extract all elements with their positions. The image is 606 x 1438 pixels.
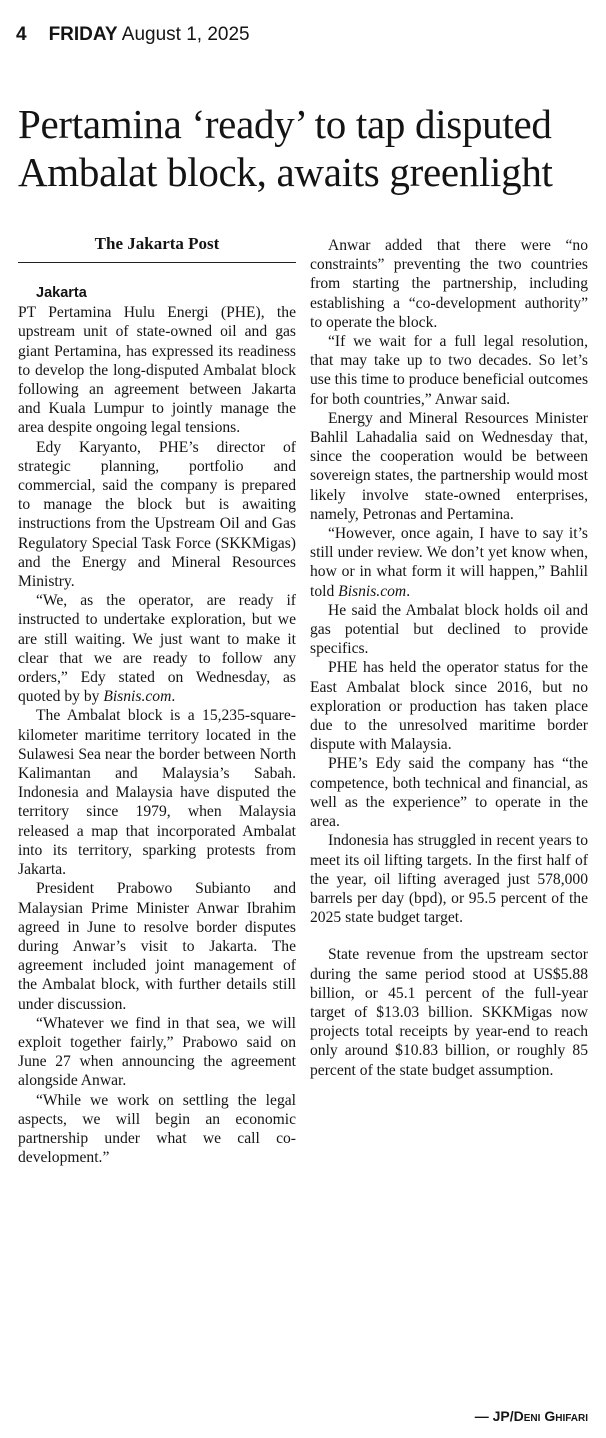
paragraph-9: “If we wait for a full legal resolution, that may take up to two decades. So let’s use this time to produce beneficial outcomes for both countries,” Anwar said. (310, 333, 589, 408)
article-column-1 (18, 284, 296, 1167)
paragraph-3-end: . (171, 688, 176, 706)
paragraph-2: Edy Karyanto, PHE’s director of strategic planning, portfolio and commercial, said the company is prepared to manage the block but is awaiting instructions from the Upstream Oil and Gas Regulatory Special Task Force (SKKMigas) and the Energy and Mineral Resources Ministry. (18, 438, 296, 591)
paragraph-1: PT Pertamina Hulu Energi (PHE), the upstream unit of state-owned oil and gas giant Pertamina, has expressed its readiness to develop the long-disputed Ambalat block following an agreement between Jakarta and Kuala Lumpur to jointly manage the area despite ongoing legal tensions. (18, 304, 296, 437)
paragraph-7: “While we work on settling the legal aspects, we will begin an economic partnership under what we call co-development.” (18, 1091, 296, 1167)
page-number: 4 (16, 24, 27, 45)
paragraph-4: The Ambalat block is a 15,235-square-kilometer maritime territory located in the Sulawesi Sea near the border between North Kalimantan and Malaysia’s Sabah. Indonesia and Malaysia have disputed the territory since 1979, when Malaysia released a map that incorporated Ambalat into its territory, sparking protests from Jakarta. (18, 707, 296, 879)
credit-name: Deni Ghifari (513, 1408, 588, 1424)
paragraph-6: “Whatever we find in that sea, we will exploit together fairly,” Prabowo said on June 27 when announcing the agreement alongside Anwar. (18, 1014, 296, 1090)
source-bisnis: Bisnis.com (103, 688, 172, 706)
paragraph-11-text: “However, once again, I have to say it’s still under review. We don’t yet know when, how or in what form it will happen,” Bahlil told (310, 525, 588, 600)
paragraph-13: PHE has held the operator status for the East Ambalat block since 2016, but no exploration or production has taken place due to the unresolved maritime border dispute with Malaysia. (310, 659, 588, 754)
paragraph-8: Anwar added that there were “no constraints” preventing the two countries from starting the partnership, including establishing a “co-development authority” to operate the block. (310, 237, 588, 331)
photo-credit (475, 1408, 588, 1424)
dateline: Jakarta (36, 285, 87, 301)
page-header (16, 24, 250, 46)
header-date: August 1, 2025 (121, 24, 250, 45)
source-bisnis-2: Bisnis.com (338, 582, 407, 600)
header-day: FRIDAY (48, 24, 118, 45)
headline: Pertamina ‘ready’ to tap disputed Ambalat block, awaits greenlight (18, 101, 553, 195)
paragraph-3-text: “We, as the operator, are ready if instructed to undertake exploration, but we are still waiting. We just want to make it clear that we are ready to follow any orders,” Edy stated on Wednesday, as quoted by by (18, 592, 296, 706)
byline-rule (18, 262, 296, 263)
paragraph-10: Energy and Mineral Resources Minister Bahlil Lahadalia said on Wednesday that, since the cooperation would be between sovereign states, the partnership would most likely involve state-owned enterprises, namely, Petronas and Pertamina. (310, 409, 588, 523)
paragraph-11 (310, 524, 588, 601)
paragraph-11-end: . (406, 582, 411, 600)
byline: The Jakarta Post (94, 234, 220, 253)
article-column-2 (310, 236, 588, 1080)
paragraph-3 (18, 591, 296, 706)
paragraph-5: President Prabowo Subianto and Malaysian Prime Minister Anwar Ibrahim agreed in June to resolve border disputes during Anwar’s visit to Jakarta. The agreement included joint management of the Ambalat block, with further details still under discussion. (18, 880, 296, 1013)
paragraph-15: Indonesia has struggled in recent years to meet its oil lifting targets. In the first half of the year, oil lifting averaged just 578,000 barrels per day (bpd), or 95.5 percent of the 2025 state budget target. (310, 832, 588, 927)
credit-prefix: — JP/ (474, 1408, 514, 1424)
paragraph-14: PHE’s Edy said the company has “the competence, both technical and financial, as well as the experience” to operate in the area. (310, 755, 588, 831)
paragraph-16: State revenue from the upstream sector during the same period stood at US$5.88 billion, or 45.1 percent of the full-year target of $13.03 billion. SKKMigas now projects total receipts by year-end to reach only around $10.83 billion, or roughly 85 percent of the state budget assumption. (310, 946, 588, 1079)
paragraph-12: He said the Ambalat block holds oil and gas potential but declined to provide specifics. (310, 601, 588, 658)
